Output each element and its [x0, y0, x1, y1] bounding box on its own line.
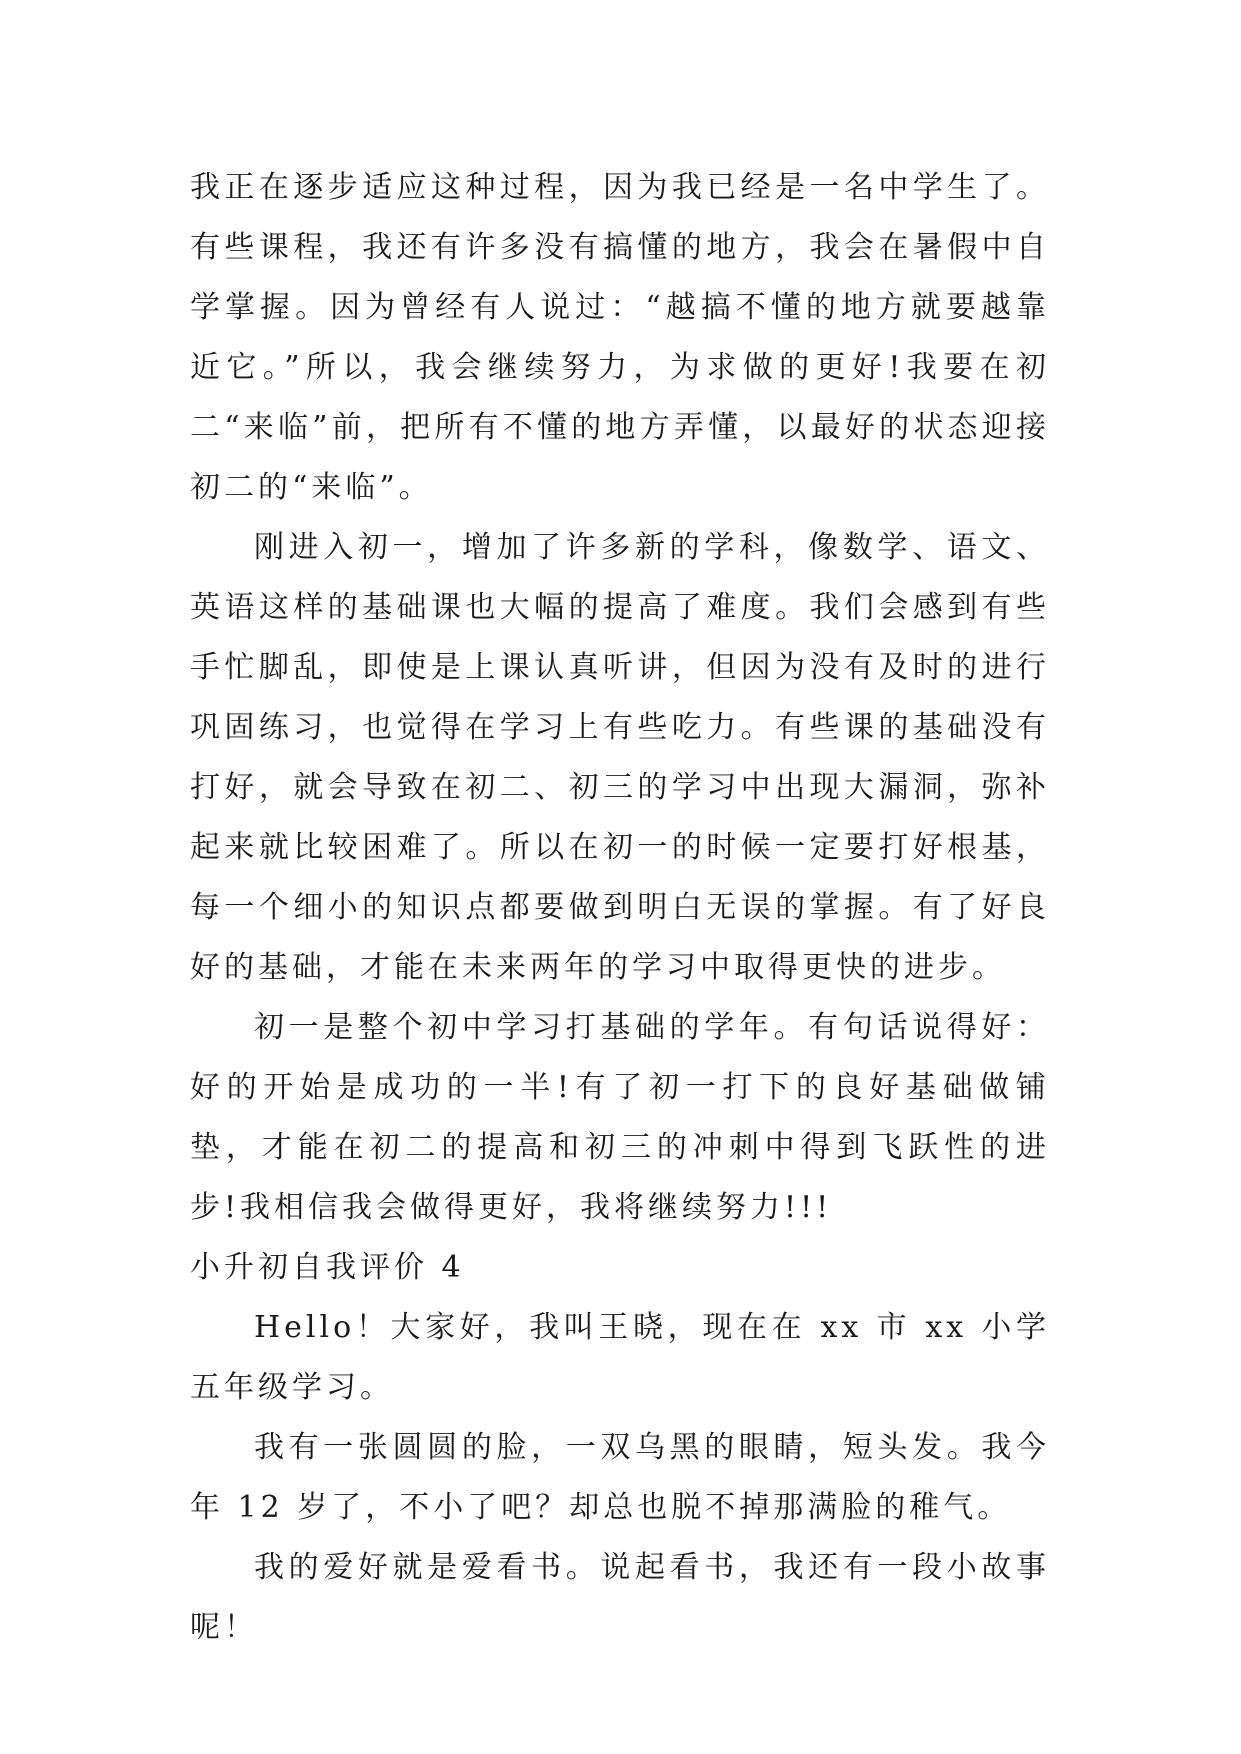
document-body: [190, 158, 1050, 1658]
section-heading: 小升初自我评价 4: [190, 1250, 465, 1285]
paragraph: 初一是整个初中学习打基础的学年。有句话说得好：好的开始是成功的一半!有了初一打下的良好基础做铺垫，才能在初二的提高和初三的冲刺中得到飞跃性的进步!我相信我会做得更好，我将继续努力!!!: [190, 1010, 1050, 1225]
paragraph: 我有一张圆圆的脸，一双乌黑的眼睛，短头发。我今年 12 岁了，不小了吧？却总也脱不掉那满脸的稚气。: [190, 1430, 1050, 1525]
paragraph: Hello！大家好，我叫王晓，现在在 xx 市 xx 小学五年级学习。: [190, 1310, 1050, 1405]
paragraph: 刚进入初一，增加了许多新的学科，像数学、语文、英语这样的基础课也大幅的提高了难度。我们会感到有些手忙脚乱，即使是上课认真听讲，但因为没有及时的进行巩固练习，也觉得在学习上有些吃力。有些课的基础没有打好，就会导致在初二、初三的学习中出现大漏洞，弥补起来就比较困难了。所以在初一的时候一定要打好根基，每一个细小的知识点都要做到明白无误的掌握。有了好良好的基础，才能在未来两年的学习中取得更快的进步。: [190, 530, 1050, 985]
paragraph: 我正在逐步适应这种过程，因为我已经是一名中学生了。有些课程，我还有许多没有搞懂的地方，我会在暑假中自学掌握。因为曾经有人说过：“越搞不懂的地方就要越靠近它。”所以，我会继续努力，为求做的更好!我要在初二“来临”前，把所有不懂的地方弄懂，以最好的状态迎接初二的“来临”。: [190, 170, 1050, 505]
paragraph: 我的爱好就是爱看书。说起看书，我还有一段小故事呢！: [190, 1550, 1050, 1645]
